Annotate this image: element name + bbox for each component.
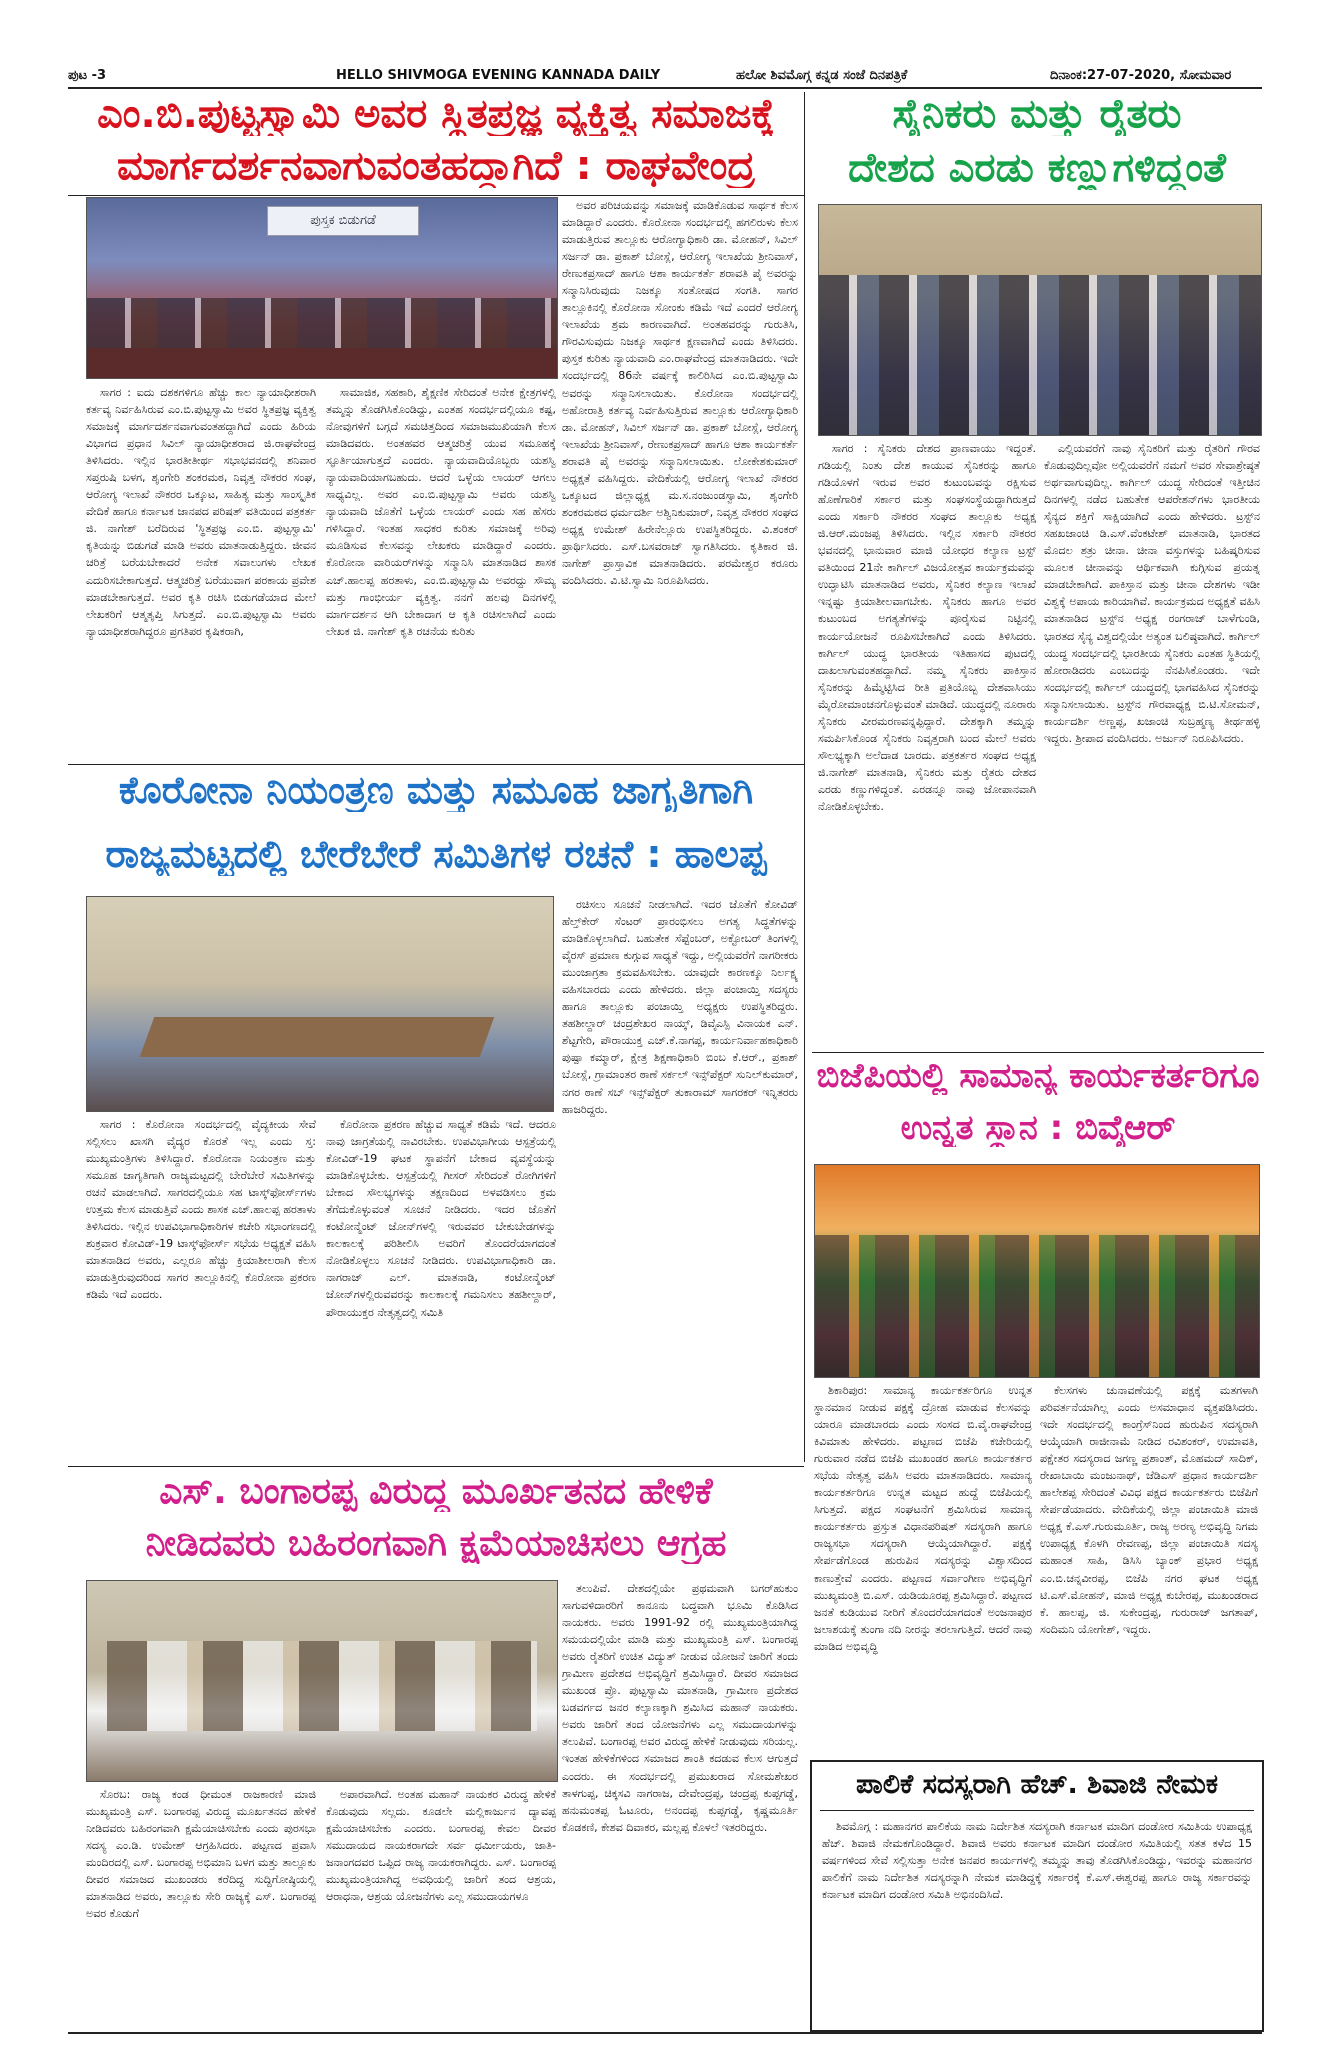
story3-headline-line1: ಕೊರೋನಾ ನಿಯಂತ್ರಣ ಮತ್ತು ಸಮೂಹ ಜಾಗೃತಿಗಾಗಿ — [118, 770, 754, 812]
story5-text-a: ಸೊರಬ: ರಾಜ್ಯ ಕಂಡ ಧೀಮಂತ ರಾಜಕಾರಣಿ ಮಾಜಿ ಮುಖ್ಯಮಂತ್ರಿ ಎಸ್. ಬಂಗಾರಪ್ಪ ವಿರುದ್ಧ ಮೂರ್ಖತನದ ಹೇಳಿಕೆ ನೀಡಿದವರು ಬಹಿರಂಗವಾಗಿ ಕ್ಷಮೆಯಾಚಿಸಬೇಕು ಎಂದು ಪುರಸಭಾ ಸದಸ್ಯ ಎಂ.ಡಿ. ಉಮೇಶ್ ಆಗ್ರಹಿಸಿದರು. ಪಟ್ಟಣದ ಪ್ರವಾಸಿ ಮಂದಿರದಲ್ಲಿ ಎಸ್. ಬಂಗಾರಪ್ಪ ಅಭಿಮಾನಿ ಬಳಗ ಮತ್ತು ತಾಲ್ಲೂಕು ದೀವರ ಸಮಾಜದ ಮುಖಂಡರು ಕರೆದಿದ್ದ ಸುದ್ದಿಗೋಷ್ಠಿಯಲ್ಲಿ ಮಾತನಾಡಿದ ಅವರು, ತಾಲ್ಲೂಕು ಸೇರಿ ರಾಜ್ಯಕ್ಕೆ ಎಸ್. ಬಂಗಾರಪ್ಪ ಅವರ ಕೊಡುಗೆ — [86, 1788, 316, 1921]
story4-photo — [814, 1164, 1260, 1378]
story3-col-b — [326, 1116, 556, 1458]
story2-text-a: ಸಾಗರ : ಸೈನಿಕರು ದೇಶದ ಪ್ರಾಣವಾಯು ಇದ್ದಂತೆ. ಗಡಿಯಲ್ಲಿ ನಿಂತು ದೇಶ ಕಾಯುವ ಸೈನಿಕರನ್ನು ಹಾಗೂ ಗಡಿಯೊಳಗೆ ಇರುವ ಅವರ ಕುಟುಂಬವನ್ನು ರಕ್ಷಿಸುವ ಹೊಣೆಗಾರಿಕೆ ಸರ್ಕಾರ ಮತ್ತು ಸಂಘಸಂಸ್ಥೆಯದ್ದಾಗಿರುತ್ತದೆ ಎಂದು ಸರ್ಕಾರಿ ನೌಕರರ ಸಂಘದ ತಾಲ್ಲೂಕು ಅಧ್ಯಕ್ಷ ಜಿ.ಆರ್.ಮಂಜಪ್ಪ ತಿಳಿಸಿದರು. ಇಲ್ಲಿನ ಸರ್ಕಾರಿ ನೌಕರರ ಭವನದಲ್ಲಿ ಭಾನುವಾರ ಮಾಜಿ ಯೋಧರ ಕಲ್ಯಾಣ ಟ್ರಸ್ಟ್ ವತಿಯಿಂದ 21ನೇ ಕಾರ್ಗಿಲ್ ವಿಜಯೋತ್ಸವ ಕಾರ್ಯಕ್ರಮವನ್ನು ಉದ್ಘಾಟಿಸಿ ಮಾತನಾಡಿದ ಅವರು, ಸೈನಿಕರ ಕಲ್ಯಾಣ ಇಲಾಖೆ ಇನ್ನಷ್ಟು ಕ್ರಿಯಾಶೀಲವಾಗಬೇಕು. ಸೈನಿಕರು ಹಾಗೂ ಅವರ ಕುಟುಂಬದ ಅಗತ್ಯತೆಗಳನ್ನು ಪೂರೈಸುವ ನಿಟ್ಟಿನಲ್ಲಿ ಕಾರ್ಯಯೋಜನೆ ರೂಪಿಸಬೇಕಾಗಿದೆ ಎಂದು ತಿಳಿಸಿದರು. ಕಾರ್ಗಿಲ್ ಯುದ್ಧ ಭಾರತೀಯ ಇತಿಹಾಸದ ಪುಟದಲ್ಲಿ ದಾಖಲಾಗುವಂತಹದ್ದಾಗಿದೆ. ನಮ್ಮ ಸೈನಿಕರು ಪಾಕಿಸ್ತಾನ ಸೈನಿಕರನ್ನು ಹಿಮ್ಮೆಟ್ಟಿಸಿದ ರೀತಿ ಪ್ರತಿಯೊಬ್ಬ ದೇಶವಾಸಿಯು ಮೈರೋಮಾಂಚನಗೊಳ್ಳುವಂತೆ ಮಾಡಿದೆ. ಯುದ್ಧದಲ್ಲಿ ನೂರಾರು ಸೈನಿಕರು ವೀರಮರಣವನ್ನಪ್ಪಿದ್ದಾರೆ. ದೇಶಕ್ಕಾಗಿ ತಮ್ಮನ್ನು ಸಮರ್ಪಿಸಿಕೊಂಡ ಸೈನಿಕರು ನಿವೃತ್ತರಾಗಿ ಬಂದ ಮೇಲೆ ಅವರು ಸೌಲಭ್ಯಕ್ಕಾಗಿ ಅಲೆದಾಡ ಬಾರದು. ಪತ್ರಕರ್ತರ ಸಂಘದ ಅಧ್ಯಕ್ಷ ಜಿ.ನಾಗೇಶ್ ಮಾತನಾಡಿ, ಸೈನಿಕರು ಮತ್ತು ರೈತರು ದೇಶದ ಎರಡು ಕಣ್ಣುಗಳಿದ್ದಂತೆ. ಎರಡನ್ನೂ ನಾವು ಜೋಪಾನವಾಗಿ ನೋಡಿಕೊಳ್ಳಬೇಕು. — [818, 442, 1036, 813]
story3-headline-line2: ರಾಜ್ಯಮಟ್ಟದಲ್ಲಿ ಬೇರೆಬೇರೆ ಸಮಿತಿಗಳ ರಚನೆ : ಹಾಲಪ್ಪ — [105, 834, 767, 876]
stage-banner: ಪುಸ್ತಕ ಬಿಡುಗಡೆ — [267, 206, 419, 236]
party-members — [815, 1235, 1259, 1377]
stage-table — [87, 348, 557, 378]
page-header — [0, 64, 1328, 86]
story3-text-c: ರಚಿಸಲು ಸೂಚನೆ ನೀಡಲಾಗಿದೆ. ಇದರ ಜೊತೆಗೆ ಕೋವಿಡ್ ಹೆಲ್ತ್‌ಕೇರ್ ಸೆಂಟರ್ ಪ್ರಾರಂಭಿಸಲು ಅಗತ್ಯ ಸಿದ್ಧತೆಗಳನ್ನು ಮಾಡಿಕೊಳ್ಳಲಾಗಿದೆ. ಬಹುತೇಕ ಸೆಪ್ಟೆಂಬರ್, ಅಕ್ಟೋಬರ್ ತಿಂಗಳಲ್ಲಿ ವೈರಸ್ ಪ್ರಮಾಣ ಕುಗ್ಗುವ ಸಾಧ್ಯತೆ ಇದ್ದು, ಅಲ್ಲಿಯವರೆಗೆ ನಾಗರೀಕರು ಮುಂಜಾಗ್ರತಾ ಕ್ರಮವಹಿಸಬೇಕು. ಯಾವುದೇ ಕಾರಣಕ್ಕೂ ನಿರ್ಲಕ್ಷ್ಯ ವಹಿಸಬಾರದು ಎಂದು ಹೇಳಿದರು. ಜಿಲ್ಲಾ ಪಂಚಾಯ್ತಿ ಸದಸ್ಯರು ಹಾಗೂ ತಾಲ್ಲೂಕು ಪಂಚಾಯ್ತಿ ಅಧ್ಯಕ್ಷರು ಉಪಸ್ಥಿತರಿದ್ದರು. ತಹಶೀಲ್ದಾರ್ ಚಂದ್ರಶೇಖರ ನಾಯ್ಕ್, ಡಿವೈಎಸ್ಪಿ ವಿನಾಯಕ ಎನ್. ಶೆಟ್ಟಗೇರಿ, ಪೌರಾಯುಕ್ತ ಎಚ್.ಕೆ.ನಾಗಪ್ಪ, ಕಾರ್ಯನಿರ್ವಾಹಕಾಧಿಕಾರಿ ಪುಷ್ಪಾ ಕಮ್ಮಾರ್, ಕ್ಷೇತ್ರ ಶಿಕ್ಷಣಾಧಿಕಾರಿ ಬಿಂಬ ಕೆ.ಆರ್., ಪ್ರಕಾಶ್ ಬೋಸ್ಲೆ, ಗ್ರಾಮಾಂತರ ಠಾಣೆ ಸರ್ಕಲ್ ಇನ್ಸ್‌ಪೆಕ್ಟರ್ ಸುನಿಲ್‌ಕುಮಾರ್, ನಗರ ಠಾಣೆ ಸಬ್ ಇನ್ಸ್‌ಪೆಕ್ಟರ್ ತುಕಾರಾಮ್ ಸಾಗರಕರ್ ಇನ್ನಿತರರು ಹಾಜರಿದ್ದರು. — [562, 898, 798, 1116]
story2-col-b — [1044, 440, 1260, 1050]
story5-col-c — [562, 1580, 798, 2026]
story5-photo — [86, 1580, 558, 1782]
story3-text-a: ಸಾಗರ : ಕೊರೋನಾ ಸಂದರ್ಭದಲ್ಲಿ ವೈದ್ಯಕೀಯ ಸೇವೆ ಸಲ್ಲಿಸಲು ಖಾಸಗಿ ವೈದ್ಯರ ಕೊರತೆ ಇಲ್ಲ ಎಂದು ಸ್ತ: ಮುಖ್ಯಮಂತ್ರಿಗಳು ತಿಳಿಸಿದ್ದಾರೆ. ಕೊರೋನಾ ನಿಯಂತ್ರಣ ಮತ್ತು ಸಮೂಹ ಜಾಗೃತಿಗಾಗಿ ರಾಜ್ಯಮಟ್ಟದಲ್ಲಿ ಬೇರೆಬೇರೆ ಸಮಿತಿಗಳನ್ನು ರಚನೆ ಮಾಡಲಾಗಿದೆ. ಸಾಗರದಲ್ಲಿಯೂ ಸಹ ಟಾಸ್ಕ್‌ಫೋರ್ಸ್‌ಗಳು ಉತ್ತಮ ಕೆಲಸ ಮಾಡುತ್ತಿವೆ ಎಂದು ಶಾಸಕ ಎಚ್.ಹಾಲಪ್ಪ ಹರತಾಳು ತಿಳಿಸಿದರು. ಇಲ್ಲಿನ ಉಪವಿಭಾಗಾಧಿಕಾರಿಗಳ ಕಚೇರಿ ಸಭಾಂಗಣದಲ್ಲಿ ಶುಕ್ರವಾರ ಕೋವಿಡ್-19 ಟಾಸ್ಕ್‌ಫೋರ್ಸ್ ಸಭೆಯ ಅಧ್ಯಕ್ಷತೆ ವಹಿಸಿ ಮಾತನಾಡಿದ ಅವರು, ಎಲ್ಲರೂ ಹೆಚ್ಚು ಕ್ರಿಯಾಶೀಲರಾಗಿ ಕೆಲಸ ಮಾಡುತ್ತಿರುವುದರಿಂದ ಸಾಗರ ತಾಲ್ಲೂಕಿನಲ್ಲಿ ಕೊರೋನಾ ಪ್ರಕರಣ ಕಡಿಮೆ ಇದೆ ಎಂದರು. — [86, 1118, 316, 1302]
kannada-masthead: ಹಲೋ ಶಿವಮೊಗ್ಗ ಕನ್ನಡ ಸಂಜೆ ದಿನಪತ್ರಿಕೆ — [736, 68, 908, 83]
story5-col-a — [86, 1786, 316, 2026]
story5-rule — [68, 1466, 804, 1467]
story4-col-b — [1040, 1382, 1258, 1754]
story2-headline-line1: ಸೈನಿಕರು ಮತ್ತು ರೈತರು — [892, 92, 1182, 136]
story4-text-b: ಕೆಲಸಗಳು ಚುನಾವಣೆಯಲ್ಲಿ ಪಕ್ಷಕ್ಕೆ ಮತಗಳಾಗಿ ಪರಿವರ್ತನೆಯಾಗಿಲ್ಲ ಎಂದು ಅಸಮಾಧಾನ ವ್ಯಕ್ತಪಡಿಸಿದರು. ಇದೇ ಸಂದರ್ಭದಲ್ಲಿ ಕಾಂಗ್ರೆಸ್‌ನಿಂದ ಹುರುಪಿನ ಸದಸ್ಯರಾಗಿ ಆಯ್ಕೆಯಾಗಿ ರಾಜೀನಾಮೆ ನೀಡಿದ ರವಿಶಂಕರ್, ಉಮಾವತಿ, ಪಕ್ಷೇತರ ಸದಸ್ಯರಾದ ಜಗಣ್ಣ ಪ್ರಶಾಂತ್, ಮೊಹಮದ್ ಸಾದಿಕ್, ರೇಖಾಬಾಯಿ ಮಂಜುನಾಥ್, ಜೆಡಿಎಸ್ ಪ್ರಧಾನ ಕಾರ್ಯದರ್ಶಿ ಹಾಲೇಶಪ್ಪ ಸೇರಿದಂತೆ ವಿವಿಧ ಪಕ್ಷದ ಕಾರ್ಯಕರ್ತರು ಬಿಜೆಪಿಗೆ ಸೇರ್ಪಡೆಯಾದರು. ವೇದಿಕೆಯಲ್ಲಿ ಜಿಲ್ಲಾ ಪಂಚಾಯಿತಿ ಮಾಜಿ ಅಧ್ಯಕ್ಷ ಕೆ.ಎಸ್.ಗುರುಮೂರ್ತಿ, ರಾಜ್ಯ ಅರಣ್ಯ ಅಭಿವೃದ್ಧಿ ನಿಗಮ ಉಪಾಧ್ಯಕ್ಷ ಕೊಳಗಿ ರೇವಣಪ್ಪ, ಜಿಲ್ಲಾ ಪಂಚಾಯಿತಿ ಸದಸ್ಯ ಮಹಾಂತ ಸಾಹಿ, ಡಿಸಿಸಿ ಬ್ಯಾಂಕ್ ಪ್ರಭಾರ ಅಧ್ಯಕ್ಷ ಎಂ.ಬಿ.ಚನ್ನವೀರಪ್ಪ, ಬಿಜೆಪಿ ನಗರ ಘಟಕ ಅಧ್ಯಕ್ಷ ಟಿ.ಎಸ್.ಮೋಹನ್, ಮಾಜಿ ಅಧ್ಯಕ್ಷ ಕುಬೇರಪ್ಪ, ಮುಖಂಡರಾದ ಕೆ. ಹಾಲಪ್ಪ, ಜಿ. ಸುಕೇಂದ್ರಪ್ಪ, ಗುರುರಾಜ್ ಜಗತಾಪ್, ಸಂದಿಮನಿ ಯೋಗೇಶ್, ಇದ್ದರು. — [1040, 1384, 1258, 1636]
story4-col-a — [814, 1382, 1032, 1754]
story1-rule — [68, 195, 804, 196]
story3-col-a — [86, 1116, 316, 1458]
story4-headline-line1: ಬಿಜೆಪಿಯಲ್ಲಿ ಸಾಮಾನ್ಯ ಕಾರ್ಯಕರ್ತರಿಗೂ — [816, 1058, 1260, 1096]
footer-rule — [68, 2032, 1262, 2034]
story2-photo — [818, 204, 1262, 436]
header-rule — [68, 87, 1262, 89]
story3-photo — [86, 896, 554, 1112]
english-masthead: HELLO SHIVMOGA EVENING KANNADA DAILY — [336, 68, 661, 83]
story2-text-b: ಎಲ್ಲಿಯವರೆಗೆ ನಾವು ಸೈನಿಕರಿಗೆ ಮತ್ತು ರೈತರಿಗೆ ಗೌರವ ಕೊಡುವುದಿಲ್ಲವೋ ಅಲ್ಲಿಯವರೆಗೆ ನಮಗೆ ಅವರ ಸೇವಾಶ್ರೇಷ್ಠತೆ ಅರ್ಥವಾಗುವುದಿಲ್ಲ. ಕಾರ್ಗಿಲ್ ಯುದ್ಧ ಸೇರಿದಂತೆ ಇತ್ತೀಚಿನ ದಿನಗಳಲ್ಲಿ ನಡೆದ ಬಹುತೇಕ ಆಪರೇಶನ್‌ಗಳು ಭಾರತೀಯ ಸೈನ್ಯದ ಶಕ್ತಿಗೆ ಸಾಕ್ಷಿಯಾಗಿದೆ ಎಂದು ಹೇಳಿದರು. ಟ್ರಸ್ಟ್‌ನ ಸಹಖಜಾಂಚಿ ಡಿ.ಎಸ್.ವೆಂಕಟೇಶ್ ಮಾತನಾಡಿ, ಭಾರತದ ಮೊದಲ ಶತ್ರು ಚೀನಾ. ಚೀನಾ ವಸ್ತುಗಳನ್ನು ಬಹಿಷ್ಕರಿಸುವ ಮೂಲಕ ಚೀನಾವನ್ನು ಆರ್ಥಿಕವಾಗಿ ಕುಗ್ಗಿಸುವ ಪ್ರಯತ್ನ ಮಾಡಬೇಕಾಗಿದೆ. ಪಾಕಿಸ್ತಾನ ಮತ್ತು ಚೀನಾ ದೇಶಗಳು ಇಡೀ ವಿಶ್ವಕ್ಕೆ ಅಪಾಯ ಕಾರಿಯಾಗಿವೆ. ಕಾರ್ಯಕ್ರಮದ ಅಧ್ಯಕ್ಷತೆ ವಹಿಸಿ ಮಾತನಾಡಿದ ಟ್ರಸ್ಟ್‌ನ ಅಧ್ಯಕ್ಷ ರಂಗರಾಜ್ ಬಾಳೆಗುಂಡಿ, ಭಾರತದ ಸೈನ್ಯ ವಿಶ್ವದಲ್ಲಿಯೇ ಅತ್ಯಂತ ಬಲಿಷ್ಠವಾಗಿದೆ. ಕಾರ್ಗಿಲ್ ಯುದ್ಧ ಸಂದರ್ಭದಲ್ಲಿ ಭಾರತೀಯ ಸೈನಿಕರು ಎಂತಹ ಸ್ಥಿತಿಯಲ್ಲಿ ಹೋರಾಡಿದರು ಎಂಬುದನ್ನು ನೆನಪಿಸಿಕೊಂಡರು. ಇದೇ ಸಂದರ್ಭದಲ್ಲಿ ಕಾರ್ಗಿಲ್ ಯುದ್ಧದಲ್ಲಿ ಭಾಗವಹಿಸಿದ ಸೈನಿಕರನ್ನು ಸನ್ಮಾನಿಸಲಾಯಿತು. ಟ್ರಸ್ಟ್‌ನ ಗೌರವಾಧ್ಯಕ್ಷ ಬಿ.ಟಿ.ಸೋಮನ್, ಕಾರ್ಯದರ್ಶಿ ಅಣ್ಣಪ್ಪ, ಖಜಾಂಚಿ ಸುಬ್ರಹ್ಮಣ್ಯ ತೀರ್ಥಹಳ್ಳಿ ಇದ್ದರು. ಶ್ರೀಪಾದ ವಂದಿಸಿದರು. ಅರ್ಜುನ್ ನಿರೂಪಿಸಿದರು. — [1044, 442, 1260, 745]
soldiers-group — [819, 275, 1261, 435]
page-number: ಪುಟ -3 — [68, 68, 107, 83]
story6-box — [810, 1760, 1264, 2032]
press-meet-people — [107, 1641, 537, 1731]
story3-col-c — [562, 896, 798, 1458]
story1-text-b: ಸಾಮಾಜಿಕ, ಸಹಕಾರಿ, ಶೈಕ್ಷಣಿಕ ಸೇರಿದಂತೆ ಅನೇಕ ಕ್ಷೇತ್ರಗಳಲ್ಲಿ ತಮ್ಮನ್ನು ತೊಡಗಿಸಿಕೊಂಡಿದ್ದು, ಎಂತಹ ಸಂದರ್ಭದಲ್ಲಿಯೂ ಕಷ್ಟ, ನೋವುಗಳಿಗೆ ಬಗ್ಗದೆ ಸಮಚಿತ್ತದಿಂದ ಸಮಾಜಮುಖಿಯಾಗಿ ಕೆಲಸ ಮಾಡಿದವರು. ಅಂತಹವರ ಆತ್ಮಚರಿತ್ರೆ ಯುವ ಸಮೂಹಕ್ಕೆ ಸ್ಫೂರ್ತಿಯಾಗುತ್ತದೆ ಎಂದರು. ನ್ಯಾಯವಾದಿಯೊಬ್ಬರು ಯಶಸ್ವಿ ನ್ಯಾಯವಾದಿಯಾಗಬಹುದು. ಆದರೆ ಒಳ್ಳೆಯ ಲಾಯರ್ ಆಗಲು ಸಾಧ್ಯವಿಲ್ಲ. ಅವರ ಎಂ.ಬಿ.ಪುಟ್ಟಸ್ವಾಮಿ ಅವರು ಯಶಸ್ವಿ ನ್ಯಾಯವಾದಿ ಜೊತೆಗೆ ಒಳ್ಳೆಯ ಲಾಯರ್ ಎಂದು ಸಹ ಹೆಸರು ಗಳಿಸಿದ್ದಾರೆ. ಇಂತಹ ಸಾಧಕರ ಕುರಿತು ಸಮಾಜಕ್ಕೆ ಅರಿವು ಮೂಡಿಸುವ ಕೆಲಸವನ್ನು ಲೇಖಕರು ಮಾಡಿದ್ದಾರೆ ಎಂದರು. ಕೊರೋನಾ ವಾರಿಯರ್‌ಗಳನ್ನು ಸನ್ಮಾನಿಸಿ ಮಾತನಾಡಿದ ಶಾಸಕ ಎಚ್.ಹಾಲಪ್ಪ ಹರತಾಳು, ಎಂ.ಬಿ.ಪುಟ್ಟಸ್ವಾಮಿ ಅವರದ್ದು ಸೌಮ್ಯ ಮತ್ತು ಗಾಂಭೀರ್ಯ ವ್ಯಕ್ತಿತ್ವ. ನನಗೆ ಹಲವು ದಿನಗಳಲ್ಲಿ ಮಾರ್ಗದರ್ಶನ ಆಗಿ ಬೇಕಾದಾಗ ಆ ಕೃತಿ ರಚಿಸಲಾಗಿದೆ ಎಂದು ಲೇಖಕ ಜಿ. ನಾಗೇಶ್ ಕೃತಿ ರಚನೆಯ ಕುರಿತು — [326, 386, 556, 638]
story5-col-b — [326, 1786, 556, 2026]
story1-headline-line2: ಮಾರ್ಗದರ್ಶನವಾಗುವಂತಹದ್ದಾಗಿದೆ : ರಾಘವೇಂದ್ರ — [117, 144, 755, 188]
story1-text-a: ಸಾಗರ : ಐದು ದಶಕಗಳಿಗೂ ಹೆಚ್ಚು ಕಾಲ ನ್ಯಾಯಾಧೀಶರಾಗಿ ಕರ್ತವ್ಯ ನಿರ್ವಹಿಸಿರುವ ಎಂ.ಬಿ.ಪುಟ್ಟಸ್ವಾಮಿ ಅವರ ಸ್ಥಿತಪ್ರಜ್ಞ ವ್ಯಕ್ತಿತ್ವ ಸಮಾಜಕ್ಕೆ ಮಾರ್ಗದರ್ಶನವಾಗುವಂತಹದ್ದಾಗಿದೆ ಎಂದು ಹಿರಿಯ ವಿಭಾಗದ ಪ್ರಧಾನ ಸಿವಿಲ್ ನ್ಯಾಯಾಧೀಶರಾದ ಜಿ.ರಾಘವೇಂದ್ರ ತಿಳಿಸಿದರು. ಇಲ್ಲಿನ ಭಾರತೀತೀರ್ಥ ಸಭಾಭವನದಲ್ಲಿ ಶನಿವಾರ ಸಪ್ತರುಷಿ ಬಳಗ, ಶೃಂಗೇರಿ ಶಂಕರಮಠ, ನಿವೃತ್ತ ನೌಕರರ ಸಂಘ, ಆರೋಗ್ಯ ಇಲಾಖೆ ನೌಕರರ ಒಕ್ಕೂಟ, ಸಾಹಿತ್ಯ ಮತ್ತು ಸಾಂಸ್ಕೃತಿಕ ವೇದಿಕೆ ಹಾಗೂ ಕರ್ನಾಟಕ ಜಾನಪದ ಪರಿಷತ್ ವತಿಯಿಂದ ಪತ್ರಕರ್ತ ಜಿ. ನಾಗೇಶ್ ಬರೆದಿರುವ 'ಸ್ಥಿತಪ್ರಜ್ಞ ಎಂ.ಬಿ. ಪುಟ್ಟಸ್ವಾಮಿ' ಕೃತಿಯನ್ನು ಬಿಡುಗಡೆ ಮಾಡಿ ಅವರು ಮಾತನಾಡುತ್ತಿದ್ದರು. ಜೀವನ ಚರಿತ್ರೆ ಬರೆಯಬೇಕಾದರೆ ಅನೇಕ ಸವಾಲುಗಳು ಲೇಖಕ ಎದುರಿಸಬೇಕಾಗುತ್ತದೆ. ಆತ್ಮಚರಿತ್ರೆ ಬರೆಯುವಾಗ ಪರಕಾಯ ಪ್ರವೇಶ ಮಾಡಬೇಕಾಗುತ್ತದೆ. ಅವರ ಕೃತಿ ರಚಿಸಿ ಬಿಡುಗಡೆಯಾದ ಮೇಲೆ ಲೇಖಕರಿಗೆ ಆತ್ಮತೃಪ್ತಿ ಸಿಗುತ್ತದೆ. ಎಂ.ಬಿ.ಪುಟ್ಟಸ್ವಾಮಿ ಅವರು ನ್ಯಾಯಾಧೀಶರಾಗಿದ್ದರೂ ಪ್ರಗತಿಪರ ಕೃಷಿಕರಾಗಿ, — [86, 386, 316, 638]
story3-rule — [68, 764, 804, 765]
story4-text-a: ಶಿಕಾರಿಪುರ: ಸಾಮಾನ್ಯ ಕಾರ್ಯಕರ್ತರಿಗೂ ಉನ್ನತ ಸ್ಥಾನಮಾನ ನೀಡುವ ಪಕ್ಷಕ್ಕೆ ದ್ರೋಹ ಮಾಡುವ ಕೆಲಸವನ್ನು ಯಾರೂ ಮಾಡಬಾರದು ಎಂದು ಸಂಸದ ಬಿ.ವೈ.ರಾಘವೇಂದ್ರ ಕಿವಿಮಾತು ಹೇಳಿದರು. ಪಟ್ಟಣದ ಬಿಜೆಪಿ ಕಚೇರಿಯಲ್ಲಿ ಗುರುವಾರ ನಡೆದ ಬಿಜೆಪಿ ಮುಖಂಡರ ಹಾಗೂ ಕಾರ್ಯಕರ್ತರ ಸಭೆಯ ನೇತೃತ್ವ ವಹಿಸಿ ಅವರು ಮಾತನಾಡಿದರು. ಸಾಮಾನ್ಯ ಕಾರ್ಯಕರ್ತರಿಗೂ ಉನ್ನತ ಮಟ್ಟದ ಹುದ್ದೆ ಬಿಜೆಪಿಯಲ್ಲಿ ಸಿಗುತ್ತದೆ. ಪಕ್ಷದ ಸಂಘಟನೆಗೆ ಶ್ರಮಿಸಿರುವ ಸಾಮಾನ್ಯ ಕಾರ್ಯಕರ್ತರು ಪ್ರಸ್ತುತ ವಿಧಾನಪರಿಷತ್ ಸದಸ್ಯರಾಗಿ ಹಾಗೂ ರಾಜ್ಯಸಭಾ ಸದಸ್ಯರಾಗಿ ಆಯ್ಕೆಯಾಗಿದ್ದಾರೆ. ಪಕ್ಷಕ್ಕೆ ಸೇರ್ಪಡೆಗೊಂಡ ಹುರುಪಿನ ಸದಸ್ಯರನ್ನು ವಿಶ್ವಾಸದಿಂದ ಕಾಣುತ್ತೇವೆ ಎಂದರು. ಪಟ್ಟಣದ ಸರ್ವಾಂಗೀಣ ಅಭಿವೃದ್ಧಿಗೆ ಮುಖ್ಯಮಂತ್ರಿ ಬಿ.ಎಸ್. ಯಡಿಯೂರಪ್ಪ ಶ್ರಮಿಸಿದ್ದಾರೆ. ಪಟ್ಟಣದ ಜನತೆ ಕುಡಿಯುವ ನೀರಿಗೆ ತೊಂದರೆಯಾಗದಂತೆ ಅಂಜನಾಪುರ ಜಲಾಶಯಕ್ಕೆ ತುಂಗಾ ನದಿ ನೀರನ್ನು ತರಲಾಗುತ್ತಿದೆ. ಆದರೆ ನಾವು ಮಾಡಿದ ಅಭಿವೃದ್ಧಿ — [814, 1384, 1032, 1653]
story3-text-b: ಕೊರೋನಾ ಪ್ರಕರಣ ಹೆಚ್ಚುವ ಸಾಧ್ಯತೆ ಕಡಿಮೆ ಇದೆ. ಆದರೂ ನಾವು ಜಾಗ್ರತೆಯಲ್ಲಿ ನಾವಿರಬೇಕು. ಉಪವಿಭಾಗೀಯ ಆಸ್ಪತ್ರೆಯಲ್ಲಿ ಕೋವಿಡ್-19 ಘಟಕ ಸ್ಥಾಪನೆಗೆ ಬೇಕಾದ ವ್ಯವಸ್ಥೆಯನ್ನು ಮಾಡಿಕೊಳ್ಳಬೇಕು. ಆಸ್ಪತ್ರೆಯಲ್ಲಿ ಗೀಸರ್ ಸೇರಿದಂತೆ ರೋಗಿಗಳಿಗೆ ಬೇಕಾದ ಸೌಲಭ್ಯಗಳನ್ನು ತಕ್ಷಣದಿಂದ ಅಳವಡಿಸಲು ಕ್ರಮ ತೆಗೆದುಕೊಳ್ಳುವಂತೆ ಸೂಚನೆ ನೀಡಿದರು. ಇದರ ಜೊತೆಗೆ ಕಂಟೋನ್ಮೆಂಟ್ ಜೋನ್‌ಗಳಲ್ಲಿ ಇರುವವರ ಬೇಕುಬೇಡಗಳನ್ನು ಕಾಲಕಾಲಕ್ಕೆ ಪರಿಶೀಲಿಸಿ ಅವರಿಗೆ ತೊಂದರೆಯಾಗದಂತೆ ನೋಡಿಕೊಳ್ಳಲು ಸೂಚನೆ ನೀಡಿದರು. ಉಪವಿಭಾಗಾಧಿಕಾರಿ ಡಾ. ನಾಗರಾಜ್ ಎಲ್. ಮಾತನಾಡಿ, ಕಂಟೋನ್ಮೆಂಟ್ ಜೋನ್‌ಗಳಲ್ಲಿರುವವರನ್ನು ಕಾಲಕಾಲಕ್ಕೆ ಗಮನಿಸಲು ತಹಶೀಲ್ದಾರ್, ಪೌರಾಯುಕ್ತರ ನೇತೃತ್ವದಲ್ಲಿ ಸಮಿತಿ — [326, 1118, 556, 1319]
column-divider — [804, 92, 805, 1462]
story2-headline-line2: ದೇಶದ ಎರಡು ಕಣ್ಣುಗಳಿದ್ದಂತೆ — [848, 146, 1226, 190]
story4-headline-line2: ಉನ್ನತ ಸ್ಥಾನ : ಬಿವೈಆರ್ — [900, 1110, 1176, 1148]
story6-rule — [820, 1810, 1254, 1811]
story6-text: ಶಿವಮೊಗ್ಗ : ಮಹಾನಗರ ಪಾಲಿಕೆಯ ನಾಮ ನಿರ್ದೇಶಿತ ಸದಸ್ಯರಾಗಿ ಕರ್ನಾಟಕ ಮಾದಿಗ ದಂಡೋರ ಸಮಿತಿಯ ಉಪಾಧ್ಯಕ್ಷ ಹೆಚ್. ಶಿವಾಜಿ ನೇಮಕಗೊಂಡಿದ್ದಾರೆ. ಶಿವಾಜಿ ಅವರು ಕರ್ನಾಟಕ ಮಾದಿಗ ದಂಡೋರ ಸಮಿತಿಯಲ್ಲಿ ಸತತ ಕಳೆದ 15 ವರ್ಷಗಳಿಂದ ಸೇವೆ ಸಲ್ಲಿಸುತ್ತಾ ಅನೇಕ ಜನಪರ ಕಾರ್ಯಗಳಲ್ಲಿ ತಮ್ಮನ್ನು ತಾವು ತೊಡಗಿಸಿಕೊಂಡಿದ್ದು, ಇವರನ್ನು ಮಹಾನಗರ ಪಾಲಿಕೆಗೆ ನಾಮ ನಿರ್ದೇಶಿತ ಸದಸ್ಯರನ್ನಾಗಿ ನೇಮಕ ಮಾಡಿದ್ದಕ್ಕೆ ಸರ್ಕಾರಕ್ಕೆ ಕೆ.ಎಸ್.ಈಶ್ವರಪ್ಪ ಹಾಗೂ ರಾಜ್ಯ ಸರ್ಕಾರವನ್ನು ಕರ್ನಾಟಕ ಮಾದಿಗ ದಂಡೋರ ಸಮಿತಿ ಅಭಿನಂದಿಸಿದೆ. — [822, 1820, 1252, 1902]
story4-rule — [812, 1052, 1264, 1053]
story5-text-c: ತಲುಪಿವೆ. ದೇಶದಲ್ಲಿಯೇ ಪ್ರಥಮವಾಗಿ ಬಗರ್‌ಹುಕುಂ ಸಾಗುವಳಿದಾರರಿಗೆ ಕಾನೂನು ಬದ್ಧವಾಗಿ ಭೂಮಿ ಕೊಡಿಸಿದ ನಾಯಕರು. ಅವರು 1991-92 ರಲ್ಲಿ ಮುಖ್ಯಮಂತ್ರಿಯಾಗಿದ್ದ ಸಮಯದಲ್ಲಿಯೇ ಮಾಡಿ ಮತ್ತು ಮುಖ್ಯಮಂತ್ರಿ ಎಸ್. ಬಂಗಾರಪ್ಪ ಅವರು ರೈತರಿಗೆ ಉಚಿತ ವಿದ್ಯುತ್ ನೀಡುವ ಯೋಜನೆ ಜಾರಿಗೆ ತಂದು ಗ್ರಾಮೀಣ ಪ್ರದೇಶದ ಅಭಿವೃದ್ಧಿಗೆ ಶ್ರಮಿಸಿದ್ದಾರೆ. ದೀವರ ಸಮಾಜದ ಮುಖಂಡ ಪ್ರೊ. ಪುಟ್ಟಸ್ವಾಮಿ ಮಾತನಾಡಿ, ಗ್ರಾಮೀಣ ಪ್ರದೇಶದ ಬಡವರ್ಗದ ಜನರ ಕಲ್ಯಾಣಕ್ಕಾಗಿ ಶ್ರಮಿಸಿದ ಮಹಾನ್ ನಾಯಕರು. ಅವರು ಜಾರಿಗೆ ತಂದ ಯೋಜನೆಗಳು ಎಲ್ಲ ಸಮುದಾಯಗಳನ್ನು ತಲುಪಿವೆ. ಬಂಗಾರಪ್ಪ ಅವರ ವಿರುದ್ಧ ಹೇಳಿಕೆ ನೀಡುವುದು ಸರಿಯಲ್ಲ. ಇಂತಹ ಹೇಳಿಕೆಗಳಿಂದ ಸಮಾಜದ ಶಾಂತಿ ಕದಡುವ ಕೆಲಸ ಆಗುತ್ತದೆ ಎಂದರು. ಈ ಸಂದರ್ಭದಲ್ಲಿ ಪ್ರಮುಖರಾದ ಸೋಮಶೇಖರ ತಾಳಗುಪ್ಪ, ಚಿಕ್ಕಸವಿ ನಾಗರಾಜ, ದೇವೇಂದ್ರಪ್ಪ, ಚಂದ್ರಪ್ಪ ಕುಪ್ಪಗಡ್ಡೆ, ಹನುಮಂತಪ್ಪ ಓಟೂರು, ಅನಂದಪ್ಪ ಕುಪ್ಪಗಡ್ಡೆ, ಕೃಷ್ಣಮೂರ್ತಿ ಕೊಡಕಣಿ, ಕೇಶವ ದಿವಾಕರ, ಮಲ್ಲಪ್ಪ ಕೊಳಲೆ ಇತರರಿದ್ದರು. — [562, 1582, 798, 1834]
story6-headline: ಪಾಲಿಕೆ ಸದಸ್ಯರಾಗಿ ಹೆಚ್. ಶಿವಾಜಿ ನೇಮಕ — [855, 1770, 1219, 1800]
story5-headline-line2: ನೀಡಿದವರು ಬಹಿರಂಗವಾಗಿ ಕ್ಷಮೆಯಾಚಿಸಲು ಆಗ್ರಹ — [145, 1524, 727, 1564]
story1-photo — [86, 197, 558, 379]
story1-col-a — [86, 384, 316, 756]
story1-headline-line1: ಎಂ.ಬಿ.ಪುಟ್ಟಸ್ವಾಮಿ ಅವರ ಸ್ಥಿತಪ್ರಜ್ಞ ವ್ಯಕ್ತಿತ್ವ ಸಮಾಜಕ್ಕೆ — [97, 92, 775, 136]
issue-date: ದಿನಾಂಕ:27-07-2020, ಸೋಮವಾರ — [1050, 68, 1232, 83]
story1-col-c — [562, 197, 798, 757]
story6-col — [822, 1818, 1252, 2018]
story1-text-c: ಅವರ ಪರಿಚಯವನ್ನು ಸಮಾಜಕ್ಕೆ ಮಾಡಿಕೊಡುವ ಸಾರ್ಥಕ ಕೆಲಸ ಮಾಡಿದ್ದಾರೆ ಎಂದರು. ಕೊರೋನಾ ಸಂದರ್ಭದಲ್ಲಿ ಹಗಲಿರುಳು ಕೆಲಸ ಮಾಡುತ್ತಿರುವ ತಾಲ್ಲೂಕು ಆರೋಗ್ಯಾಧಿಕಾರಿ ಡಾ. ಮೋಹನ್, ಸಿವಿಲ್ ಸರ್ಜನ್ ಡಾ. ಪ್ರಕಾಶ್ ಬೋಸ್ಲೆ, ಆರೋಗ್ಯ ಇಲಾಖೆಯ ಶ್ರೀನಿವಾಸ್, ರೇಣುಕಪ್ರಸಾದ್ ಹಾಗೂ ಆಶಾ ಕಾರ್ಯಕರ್ತೆ ಶರಾವತಿ ಪೈ ಅವರನ್ನು ಸನ್ಮಾನಿಸಿರುವುದು ನಿಜಕ್ಕೂ ಸಂತೋಷದ ಸಂಗತಿ. ಸಾಗರ ತಾಲ್ಲೂಕಿನಲ್ಲಿ ಕೊರೋನಾ ಸೋಂಕು ಕಡಿಮೆ ಇದೆ ಎಂದರೆ ಆರೋಗ್ಯ ಇಲಾಖೆಯ ಶ್ರಮ ಕಾರಣವಾಗಿದೆ. ಅಂತಹವರನ್ನು ಗುರುತಿಸಿ, ಗೌರವಿಸುವುದು ನಿಜಕ್ಕೂ ಸಾರ್ಥಕ ಕ್ಷಣವಾಗಿದೆ ಎಂದು ತಿಳಿಸಿದರು. ಪುಸ್ತಕ ಕುರಿತು ನ್ಯಾಯವಾದಿ ಎಂ.ರಾಘವೇಂದ್ರ ಮಾತನಾಡಿದರು. ಇದೇ ಸಂದರ್ಭದಲ್ಲಿ 86ನೇ ವರ್ಷಕ್ಕೆ ಕಾಲಿರಿಸಿದ ಎಂ.ಬಿ.ಪುಟ್ಟಸ್ವಾಮಿ ಅವರನ್ನು ಸನ್ಮಾನಿಸಲಾಯಿತು. ಕೊರೋನಾ ಸಂದರ್ಭದಲ್ಲಿ ಅಹೋರಾತ್ರಿ ಕರ್ತವ್ಯ ನಿರ್ವಹಿಸುತ್ತಿರುವ ತಾಲ್ಲೂಕು ಆರೋಗ್ಯಾಧಿಕಾರಿ ಡಾ. ಮೋಹನ್, ಸಿವಿಲ್ ಸರ್ಜನ್ ಡಾ. ಪ್ರಕಾಶ್ ಬೋಸ್ಲೆ, ಆರೋಗ್ಯ ಇಲಾಖೆಯ ಶ್ರೀನಿವಾಸ್, ರೇಣುಕಪ್ರಸಾದ್ ಹಾಗೂ ಆಶಾ ಕಾರ್ಯಕರ್ತೆ ಶರಾವತಿ ಪೈ ಅವರನ್ನು ಸನ್ಮಾನಿಸಲಾಯಿತು. ಲೋಕೇಶಕುಮಾರ್ ಅಧ್ಯಕ್ಷತೆ ವಹಿಸಿದ್ದರು. ವೇದಿಕೆಯಲ್ಲಿ ಆರೋಗ್ಯ ಇಲಾಖೆ ನೌಕರರ ಒಕ್ಕೂಟದ ಜಿಲ್ಲಾಧ್ಯಕ್ಷ ಮ.ಸ.ನಂಜುಂಡಸ್ವಾಮಿ, ಶೃಂಗೇರಿ ಶಂಕರಮಠದ ಧರ್ಮದರ್ಶಿ ಅಶ್ವಿನಿಕುಮಾರ್, ನಿವೃತ್ತ ನೌಕರರ ಸಂಘದ ಅಧ್ಯಕ್ಷ ಉಮೇಶ್ ಹಿರೇನೆಲ್ಲೂರು ಉಪಸ್ಥಿತರಿದ್ದರು. ವಿ.ಶಂಕರ್ ಪ್ರಾರ್ಥಿಸಿದರು. ಎಸ್.ಬಸವರಾಜ್ ಸ್ವಾಗತಿಸಿದರು. ಕೃತಿಕಾರ ಜಿ. ನಾಗೇಶ್ ಪ್ರಾಸ್ತಾವಿಕ ಮಾತನಾಡಿದರು. ಪರಮೇಶ್ವರ ಕರೂರು ವಂದಿಸಿದರು. ವಿ.ಟಿ.ಸ್ವಾಮಿ ನಿರೂಪಿಸಿದರು. — [562, 199, 798, 588]
story5-text-b: ಅಪಾರವಾಗಿದೆ. ಅಂತಹ ಮಹಾನ್ ನಾಯಕರ ವಿರುದ್ಧ ಹೇಳಿಕೆ ಕೊಡುವುದು ಸಲ್ಲದು. ಕೂಡಲೇ ಮಲ್ಲಿಕಾರ್ಜುನ ದ್ಯಾವಪ್ಪ ಕ್ಷಮೆಯಾಚಿಸಬೇಕು ಎಂದರು. ಬಂಗಾರಪ್ಪ ಕೇವಲ ದೀವರ ಸಮುದಾಯದ ನಾಯಕರಾಗದೇ ಸರ್ವ ಧರ್ಮೀಯರು, ಜಾತಿ-ಜನಾಂಗದವರ ಒಪ್ಪಿದ ರಾಜ್ಯ ನಾಯಕರಾಗಿದ್ದರು. ಎಸ್. ಬಂಗಾರಪ್ಪ ಮುಖ್ಯಮಂತ್ರಿಯಾಗಿದ್ದ ಅವಧಿಯಲ್ಲಿ ಜಾರಿಗೆ ತಂದ ಆಶ್ರಯ, ಆರಾಧನಾ, ಆಶ್ರಯ ಯೋಜನೆಗಳು ಎಲ್ಲ ಸಮುದಾಯಗಳೂ — [326, 1788, 556, 1904]
story2-col-a — [818, 440, 1036, 1050]
story1-col-b — [326, 384, 556, 756]
story5-headline-line1: ಎಸ್. ಬಂಗಾರಪ್ಪ ವಿರುದ್ಧ ಮೂರ್ಖತನದ ಹೇಳಿಕೆ — [159, 1472, 713, 1512]
meeting-table — [140, 1017, 495, 1057]
